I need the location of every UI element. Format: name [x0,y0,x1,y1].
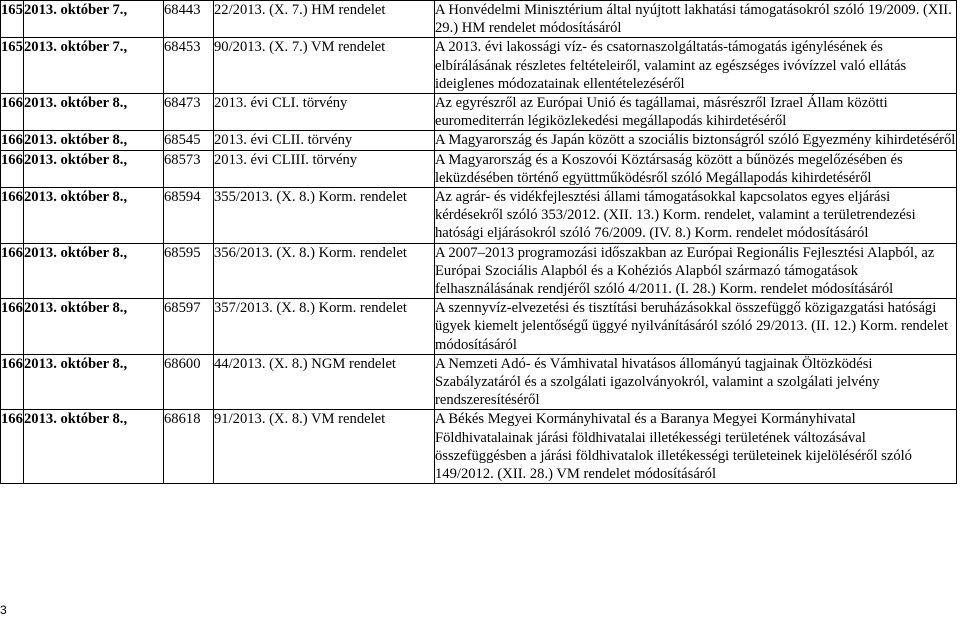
act-title-cell: A 2007–2013 programozási időszakban az Európai Regionális Fejlesztési Alapból, az Európai Szociális Alapból és a Kohéziós Alapból származó támogatások felhasználásának rendjéről szóló 4/2011. (I. 28.) Korm. rendelet módosításáról [435,243,957,299]
page-number-cell: 68545 [164,131,214,150]
act-reference-cell: 90/2013. (X. 7.) VM rendelet [214,38,435,94]
issue-number-cell: 165 [1,38,24,94]
page-number: 3 [0,603,7,617]
issue-number-cell: 166 [1,354,24,410]
act-reference-cell: 91/2013. (X. 8.) VM rendelet [214,410,435,484]
date-cell: 2013. október 8., [24,243,164,299]
table-row [1,131,957,150]
act-reference-cell: 356/2013. (X. 8.) Korm. rendelet [214,243,435,299]
page-number-cell: 68594 [164,188,214,244]
date-cell: 2013. október 8., [24,299,164,355]
act-title-cell: A Honvédelmi Minisztérium által nyújtott lakhatási támogatásokról szóló 19/2009. (XII. 29.) HM rendelet módosításáról [435,1,957,38]
table-row [1,243,957,299]
act-title-cell: A Békés Megyei Kormányhivatal és a Baranya Megyei Kormányhivatal Földhivatalainak járási földhivatalai illetékességi területének változásával összefüggésben a járási földhivatalok illetékességi területeinek kijelöléséről szóló 149/2012. (XII. 28.) VM rendelet módosításáról [435,410,957,484]
table-row [1,150,957,187]
table-row [1,1,957,38]
page-number-cell: 68573 [164,150,214,187]
table-row [1,354,957,410]
table-row [1,94,957,131]
issue-number-cell: 166 [1,150,24,187]
issue-number-cell: 166 [1,94,24,131]
page-number-cell: 68618 [164,410,214,484]
page-number-cell: 68473 [164,94,214,131]
act-reference-cell: 355/2013. (X. 8.) Korm. rendelet [214,188,435,244]
act-reference-cell: 357/2013. (X. 8.) Korm. rendelet [214,299,435,355]
act-title-cell: A Nemzeti Adó- és Vámhivatal hivatásos állományú tagjainak Öltözködési Szabályzatáról és a szolgálati igazolványokról, valamint a szolgálati jelvény rendszeresítéséről [435,354,957,410]
table-row [1,299,957,355]
date-cell: 2013. október 8., [24,188,164,244]
act-title-cell: A Magyarország és a Koszovói Köztársaság között a bűnözés megelőzésében és leküzdésében történő együttműködésről szóló Megállapodás kihirdetéséről [435,150,957,187]
date-cell: 2013. október 8., [24,410,164,484]
issue-number-cell: 166 [1,132,23,149]
date-cell: 2013. október 8., [24,354,164,410]
act-title-cell: Az egyrészről az Európai Unió és tagállamai, másrészről Izrael Állam közötti euromediterrán légiközlekedési megállapodás kihirdetéséről [435,94,957,131]
date-cell: 2013. október 8., [24,94,164,131]
page-number-cell: 68600 [164,354,214,410]
date-cell: 2013. október 8., [24,150,164,187]
issue-number-cell: 165 [1,1,24,38]
act-reference-cell: 2013. évi CLII. törvény [214,131,435,150]
act-reference-cell: 2013. évi CLIII. törvény [214,150,435,187]
issue-number-cell: 166 [1,243,24,299]
act-reference-cell: 22/2013. (X. 7.) HM rendelet [214,1,435,38]
act-reference-cell: 2013. évi CLI. törvény [214,94,435,131]
act-title-cell: A Magyarország és Japán között a szociális biztonságról szóló Egyezmény kihirdetéséről [435,132,956,149]
act-reference-cell: 44/2013. (X. 8.) NGM rendelet [214,354,435,410]
date-cell: 2013. október 8., [24,131,164,150]
page-number-cell: 68597 [164,299,214,355]
issue-number-cell: 166 [1,410,24,484]
table-row [1,410,957,484]
issue-number-cell: 166 [1,188,24,244]
gazette-table-body [1,1,957,484]
date-cell: 2013. október 7., [24,38,164,94]
page-number-cell: 68453 [164,38,214,94]
table-row [1,188,957,244]
issue-number-cell: 166 [1,299,24,355]
table-row [1,38,957,94]
act-title-cell: Az agrár- és vidékfejlesztési állami támogatásokkal kapcsolatos egyes eljárási kérdésekről szóló 353/2012. (XII. 13.) Korm. rendelet, valamint a területrendezési hatósági eljárásokról szóló 76/2009. (IV. 8.) Korm. rendelet módosításáról [435,188,957,244]
act-title-cell: A szennyvíz-elvezetési és tisztítási beruházásokkal összefüggő közigazgatási hatósági ügyek kiemelt jelentőségű üggyé nyilvánításáról szóló 29/2013. (II. 12.) Korm. rendelet módosításáról [435,299,957,355]
act-title-cell: A 2013. évi lakossági víz- és csatornaszolgáltatás-támogatás igénylésének és elbírálásának részletes feltételeiről, valamint az egészséges ivóvízzel való ellátás ideiglenes módozatainak ellentételezéséről [435,38,957,94]
page-number-cell: 68443 [164,1,214,38]
page-number-cell: 68595 [164,243,214,299]
date-cell: 2013. október 7., [24,1,164,38]
